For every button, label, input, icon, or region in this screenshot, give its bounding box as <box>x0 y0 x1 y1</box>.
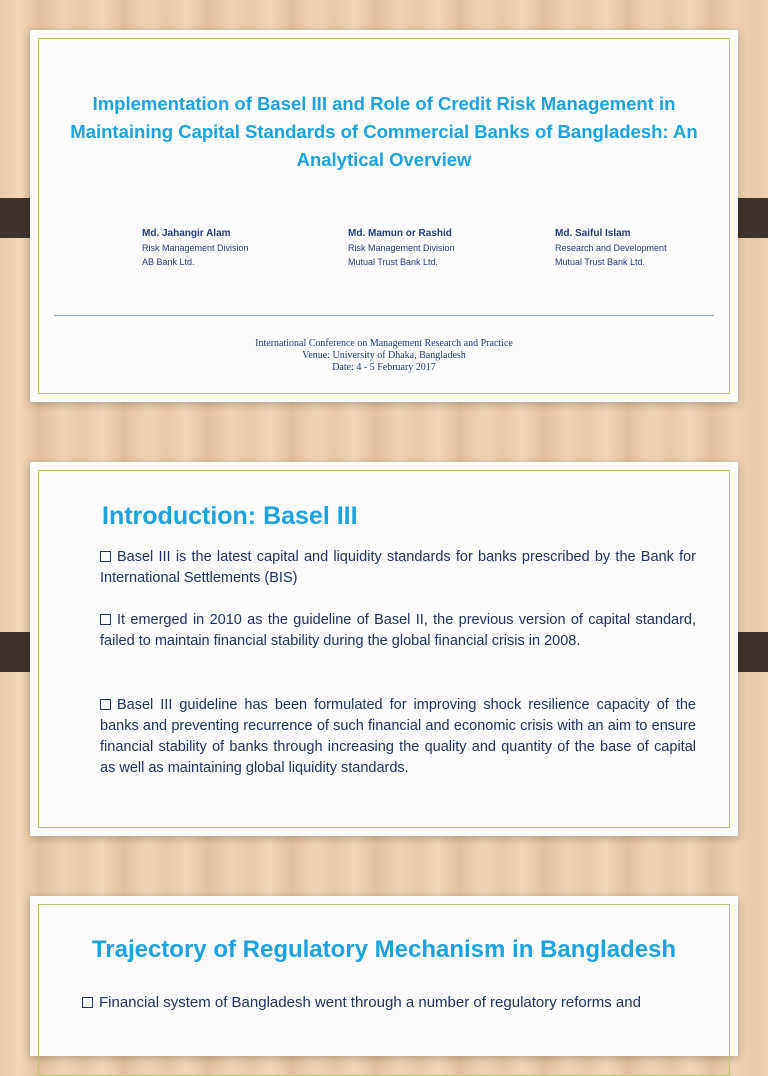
checkbox-bullet-icon <box>100 699 111 710</box>
author-name: Md. Saiful Islam <box>555 228 631 239</box>
bullet-text: Financial system of Bangladesh went through a number of regulatory reforms and <box>99 994 641 1011</box>
bullet-item <box>82 992 698 1013</box>
introduction-slide <box>30 462 738 836</box>
checkbox-bullet-icon <box>100 551 111 562</box>
slide-heading: Trajectory of Regulatory Mechanism in Bangladesh <box>91 936 677 963</box>
author-division: Research and Development <box>555 243 667 253</box>
conference-date: Date: 4 - 5 February 2017 <box>332 362 436 373</box>
paper-title: Implementation of Basel III and Role of Credit Risk Management in Maintaining Capital Standards of Commercial Banks of Bangladesh: An Analytical Overview <box>70 93 698 170</box>
author-3 <box>555 227 755 269</box>
divider <box>54 315 714 316</box>
bullet-item <box>100 610 696 652</box>
author-name: Md. Jahangir Alam <box>142 228 231 239</box>
slide-heading: Introduction: Basel III <box>102 502 358 530</box>
author-2 <box>348 227 548 269</box>
bullet-text: Basel III is the latest capital and liquidity standards for banks prescribed by the Bank for International Settlements (BIS) <box>100 549 696 586</box>
author-division: Risk Management Division <box>142 243 249 253</box>
title-slide <box>30 30 738 402</box>
checkbox-bullet-icon <box>100 614 111 625</box>
author-organization: Mutual Trust Bank Ltd. <box>348 257 439 267</box>
slide-border <box>38 904 730 1076</box>
checkbox-bullet-icon <box>82 997 93 1008</box>
conference-info <box>230 338 538 374</box>
author-division: Risk Management Division <box>348 243 455 253</box>
bullet-item <box>100 695 696 779</box>
bullet-item <box>100 547 696 589</box>
bullet-text: It emerged in 2010 as the guideline of Basel II, the previous version of capital standard, failed to maintain financial stability during the global financial crisis in 2008. <box>100 612 696 649</box>
conference-name: International Conference on Management Research and Practice <box>255 338 513 349</box>
author-name: Md. Mamun or Rashid <box>348 228 452 239</box>
author-organization: Mutual Trust Bank Ltd. <box>555 257 646 267</box>
bullet-text: Basel III guideline has been formulated for improving shock resilience capacity of the banks and preventing recurrence of such financial and economic crisis with an aim to ensure financial stability of banks through increasing the quality and quantity of the base of capital as well as maintaining global liquidity standards. <box>100 697 696 776</box>
conference-venue: Venue: University of Dhaka, Bangladesh <box>302 350 466 361</box>
author-1 <box>142 227 342 269</box>
author-organization: AB Bank Ltd. <box>142 257 195 267</box>
trajectory-slide <box>30 896 738 1056</box>
